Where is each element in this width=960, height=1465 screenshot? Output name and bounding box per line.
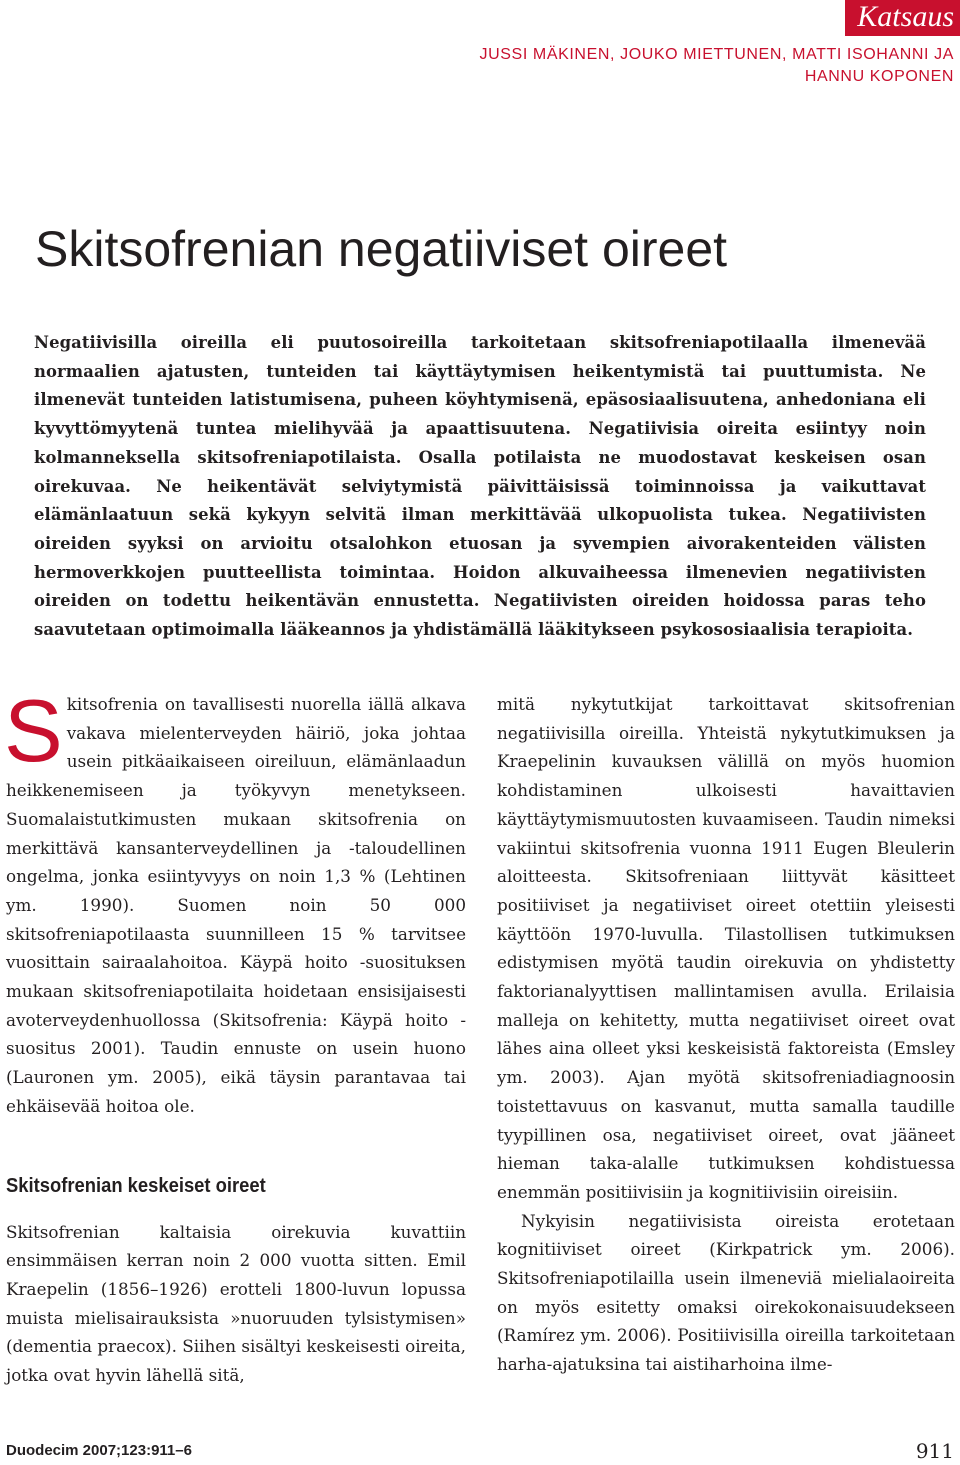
intro-text: kitsofrenia on tavallisesti nuorella iällä alkava vakava mielenterveyden häiriö, joka johtaa usein pitkäaikaiseen oireiluun, elämänlaadun heikkenemiseen ja työkyvyn menetykseen. Suomalaistutkimusten mukaan skitsofrenia on merkittävä kansanterveydellinen ja -taloudellinen ongelma, jonka esiintyvyys on noin 1,3 % (Lehtinen ym. 1990). Suomen noin 50 000 skitsofreniapotilaasta suunnilleen 15 % tarvitsee vuosittain sairaalahoitoa. Käypä hoito -suosituksen mukaan skitsofreniapotilaita hoidetaan ensisijaisesti avoterveydenhuollossa (Skitsofrenia: Käypä hoito -suositus 2001). Taudin ennuste on usein huono (Lauronen ym. 2005), eikä täysin parantavaa tai ehkäisevää hoitoa ole. [6, 694, 466, 1116]
abstract: Negatiivisilla oireilla eli puutosoireilla tarkoitetaan skitsofreniapotilaalla ilmenevää normaalien ajatusten, tunteiden tai käyttäytymisen heikentymistä tai puuttumista. Ne ilmenevät tunteiden latistumisena, puheen köyhtymisenä, epäsosiaalisuutena, anhedoniana eli kyvyttömyytenä tuntea mielihyvää ja apaattisuutena. Negatiivisia oireita esiintyy noin kolmanneksella skitsofreniapotilaista. Osalla potilaista ne muodostavat keskeisen osan oirekuvaa. Ne heikentävät selviytymistä päivittäisissä toiminnoissa ja vaikuttavat elämänlaatuun sekä kykyyn selvitä ilman merkittävää ulkopuolista tukea. Negatiivisten oireiden syyksi on arvioitu otsalohkon etuosan ja syvempien aivorakenteiden välisten hermoverkkojen puutteellista toimintaa. Hoidon alkuvaiheessa ilmenevien negatiivisten oireiden on todettu heikentävän ennustetta. Negatiivisten oireiden hoidossa paras teho saavutetaan optimoimalla lääkeannos ja yhdistämällä lääkitykseen psykososiaalisia terapioita. [34, 333, 926, 640]
author-line: JUSSI MÄKINEN, JOUKO MIETTUNEN, MATTI ISOHANNI JA [479, 46, 954, 63]
author-list [354, 44, 954, 88]
right-column [497, 690, 955, 1379]
section-heading: Skitsofrenian keskeiset oireet [6, 1174, 266, 1197]
left-column [4, 681, 466, 1390]
section-paragraph: Skitsofrenian kaltaisia oirekuvia kuvattiin ensimmäisen kerran noin 2 000 vuotta sitten. Emil Kraepelin (1856–1926) erotteli 1800-luvun lopussa muista mielisairauksista »nuoruuden tylsistymisen» (dementia praecox). Siihen sisältyi keskeisesti oireita, jotka ovat hyvin lähellä sitä, [6, 1221, 466, 1386]
drop-cap: S [4, 681, 63, 780]
author-line: HANNU KOPONEN [804, 68, 954, 85]
body-paragraph: mitä nykytutkijat tarkoittavat skitsofrenian negatiivisilla oireilla. Yhteistä nykytutkimuksen ja Kraepelinin kuvauksen välillä on myös huomion kohdistaminen ulkoisesti havaittavien käyttäytymismuutosten kuvaamiseen. Taudin nimeksi vakiintui skitsofrenia vuonna 1911 Eugen Bleulerin aloitteesta. Skitsofreniaan liittyvät käsitteet positiiviset ja negatiiviset oireet otettiin yleisesti käyttöön 1970-luvulla. Tilastollisen tutkimuksen edistymisen myötä taudin oirekuvia on yhdistetty faktorianalyyttisen mallintamisen avulla. Erilaisia malleja on kehitetty, mutta negatiiviset oireet ovat lähes aina olleet yksi keskeisistä faktoreista (Emsley ym. 2003). Ajan myötä skitsofreniadiagnoosin toistettavuus on kasvanut, mutta samalla taudille tyypillinen osa, negatiiviset oireet, ovat jääneet hieman taka-alalle tutkimuksen kohdistuessa enemmän positiivisiin ja kognitiivisiin oireisiin. [497, 694, 955, 1202]
body-paragraph: Nykyisin negatiivisista oireista erotetaan kognitiiviset oireet (Kirkpatrick ym. 2006). Skitsofreniapotilailla usein ilmeneviä mielialaoireita on myös esitetty omaksi oirekokonaisuudekseen (Ramírez ym. 2006). Positiivisilla oireilla tarkoitetaan harha-ajatuksina tai aistiharhoina ilme- [497, 1210, 955, 1375]
journal-reference: Duodecim 2007;123:911–6 [6, 1442, 192, 1459]
article-title: Skitsofrenian negatiiviset oireet [35, 221, 728, 277]
page-number: 911 [915, 1439, 954, 1463]
intro-paragraph [4, 681, 466, 1121]
section-tag: Katsaus [845, 0, 960, 36]
